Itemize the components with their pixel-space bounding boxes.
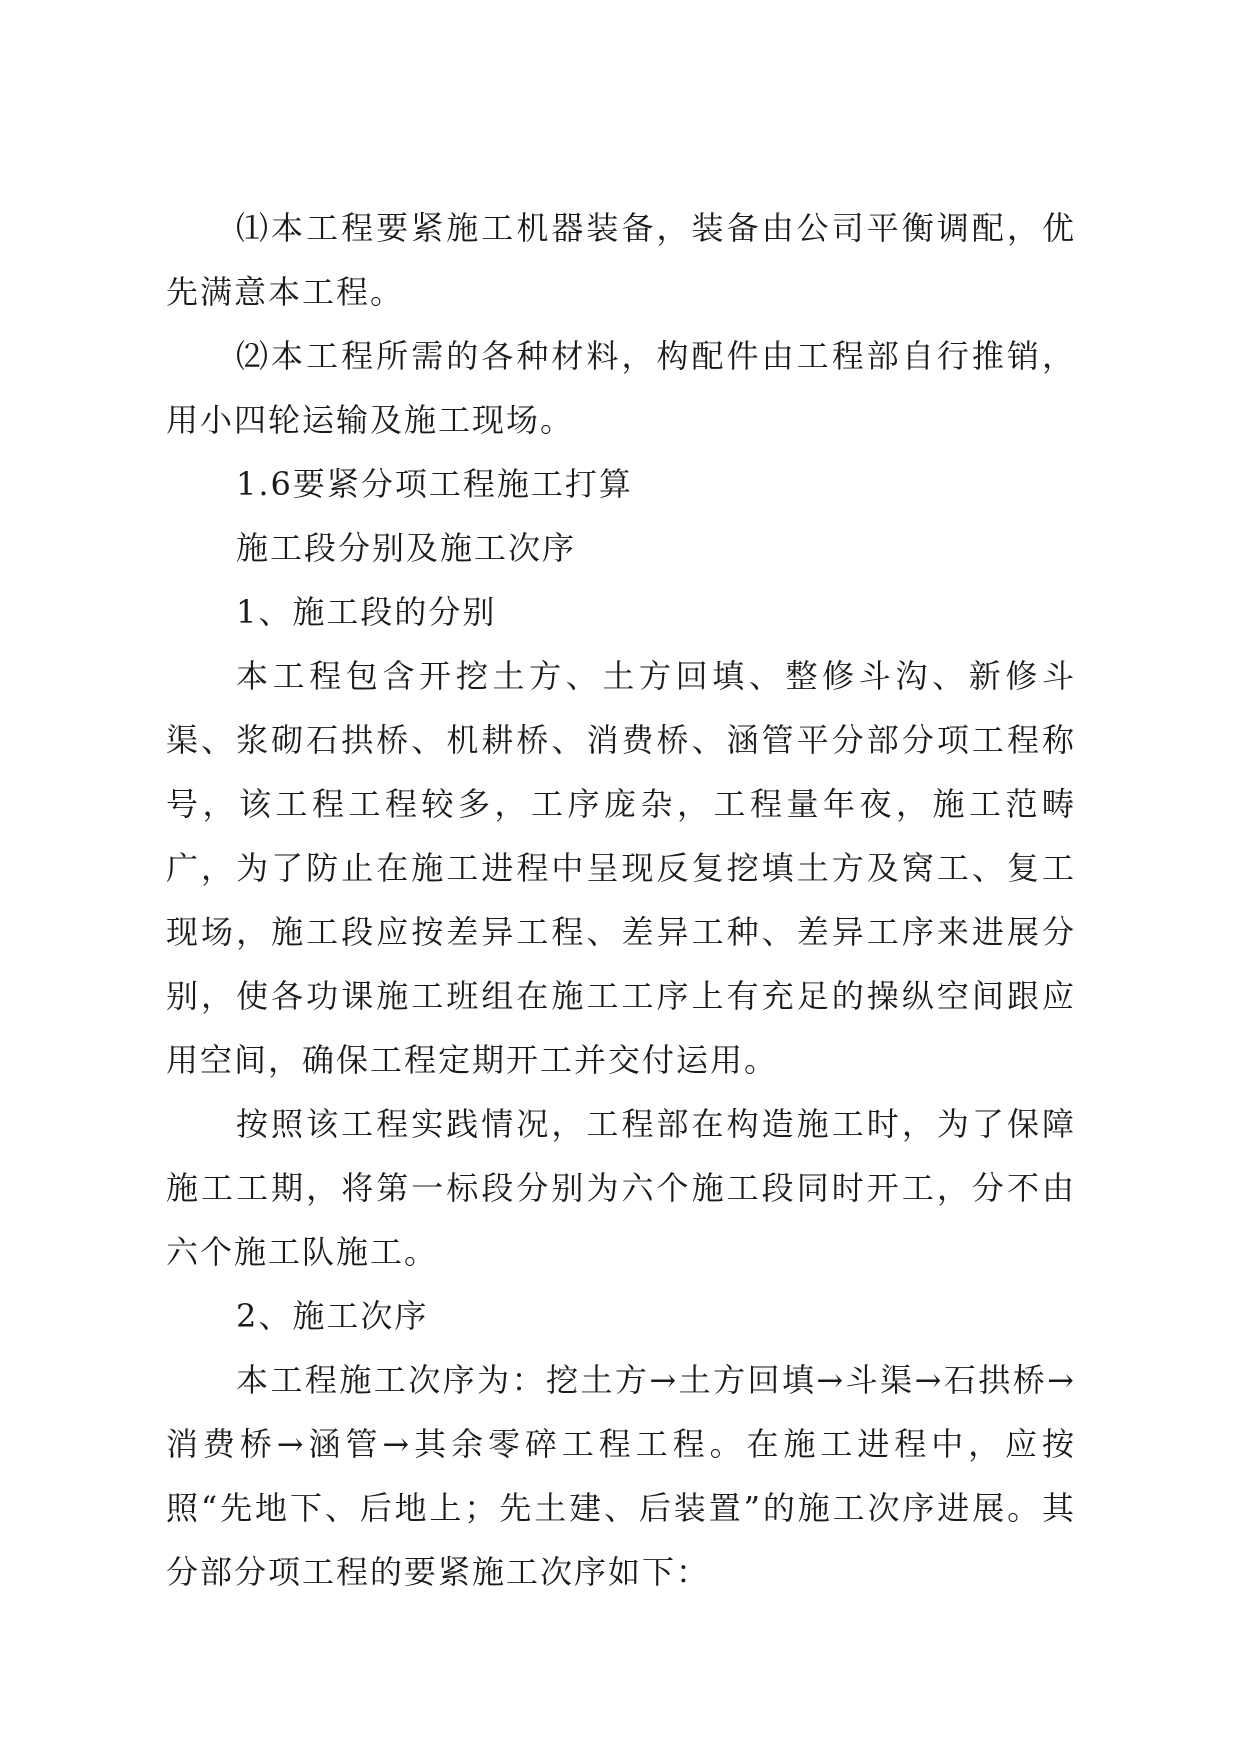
paragraph-materials: ⑵本工程所需的各种材料，构配件由工程部自行推销，用小四轮运输及施工现场。 [166,337,1076,439]
item-heading-2: 2、施工次序 [236,1297,429,1335]
section-heading-1-6: 1.6要紧分项工程施工打算 [236,465,633,503]
paragraph-sequence: 本工程施工次序为：挖土方→土方回填→斗渠→石拱桥→消费桥→涵管→其余零碎工程工程。在施工进程中，应按照“先地下、后地上；先土建、后装置”的施工次序进展。其分部分项工程的要紧施工次序如下： [166,1361,1076,1591]
paragraph-equipment: ⑴本工程要紧施工机器装备，装备由公司平衡调配，优先满意本工程。 [166,209,1076,311]
item-heading-1: 1、施工段的分别 [236,593,497,631]
subsection-heading: 施工段分别及施工次序 [236,529,577,567]
paragraph-division: 本工程包含开挖土方、土方回填、整修斗沟、新修斗渠、浆砌石拱桥、机耕桥、消费桥、涵管平分部分项工程称号，该工程工程较多，工序庞杂，工程量年夜，施工范畴广，为了防止在施工进程中呈现反复挖填土方及窝工、复工现场，施工段应按差异工程、差异工种、差异工序来进展分别，使各功课施工班组在施工工序上有充足的操纵空间跟应用空间，确保工程定期开工并交付运用。 [166,657,1076,1079]
paragraph-sections: 按照该工程实践情况，工程部在构造施工时，为了保障施工工期，将第一标段分别为六个施工段同时开工，分不由六个施工队施工。 [166,1105,1076,1271]
document-body [166,196,1076,1604]
